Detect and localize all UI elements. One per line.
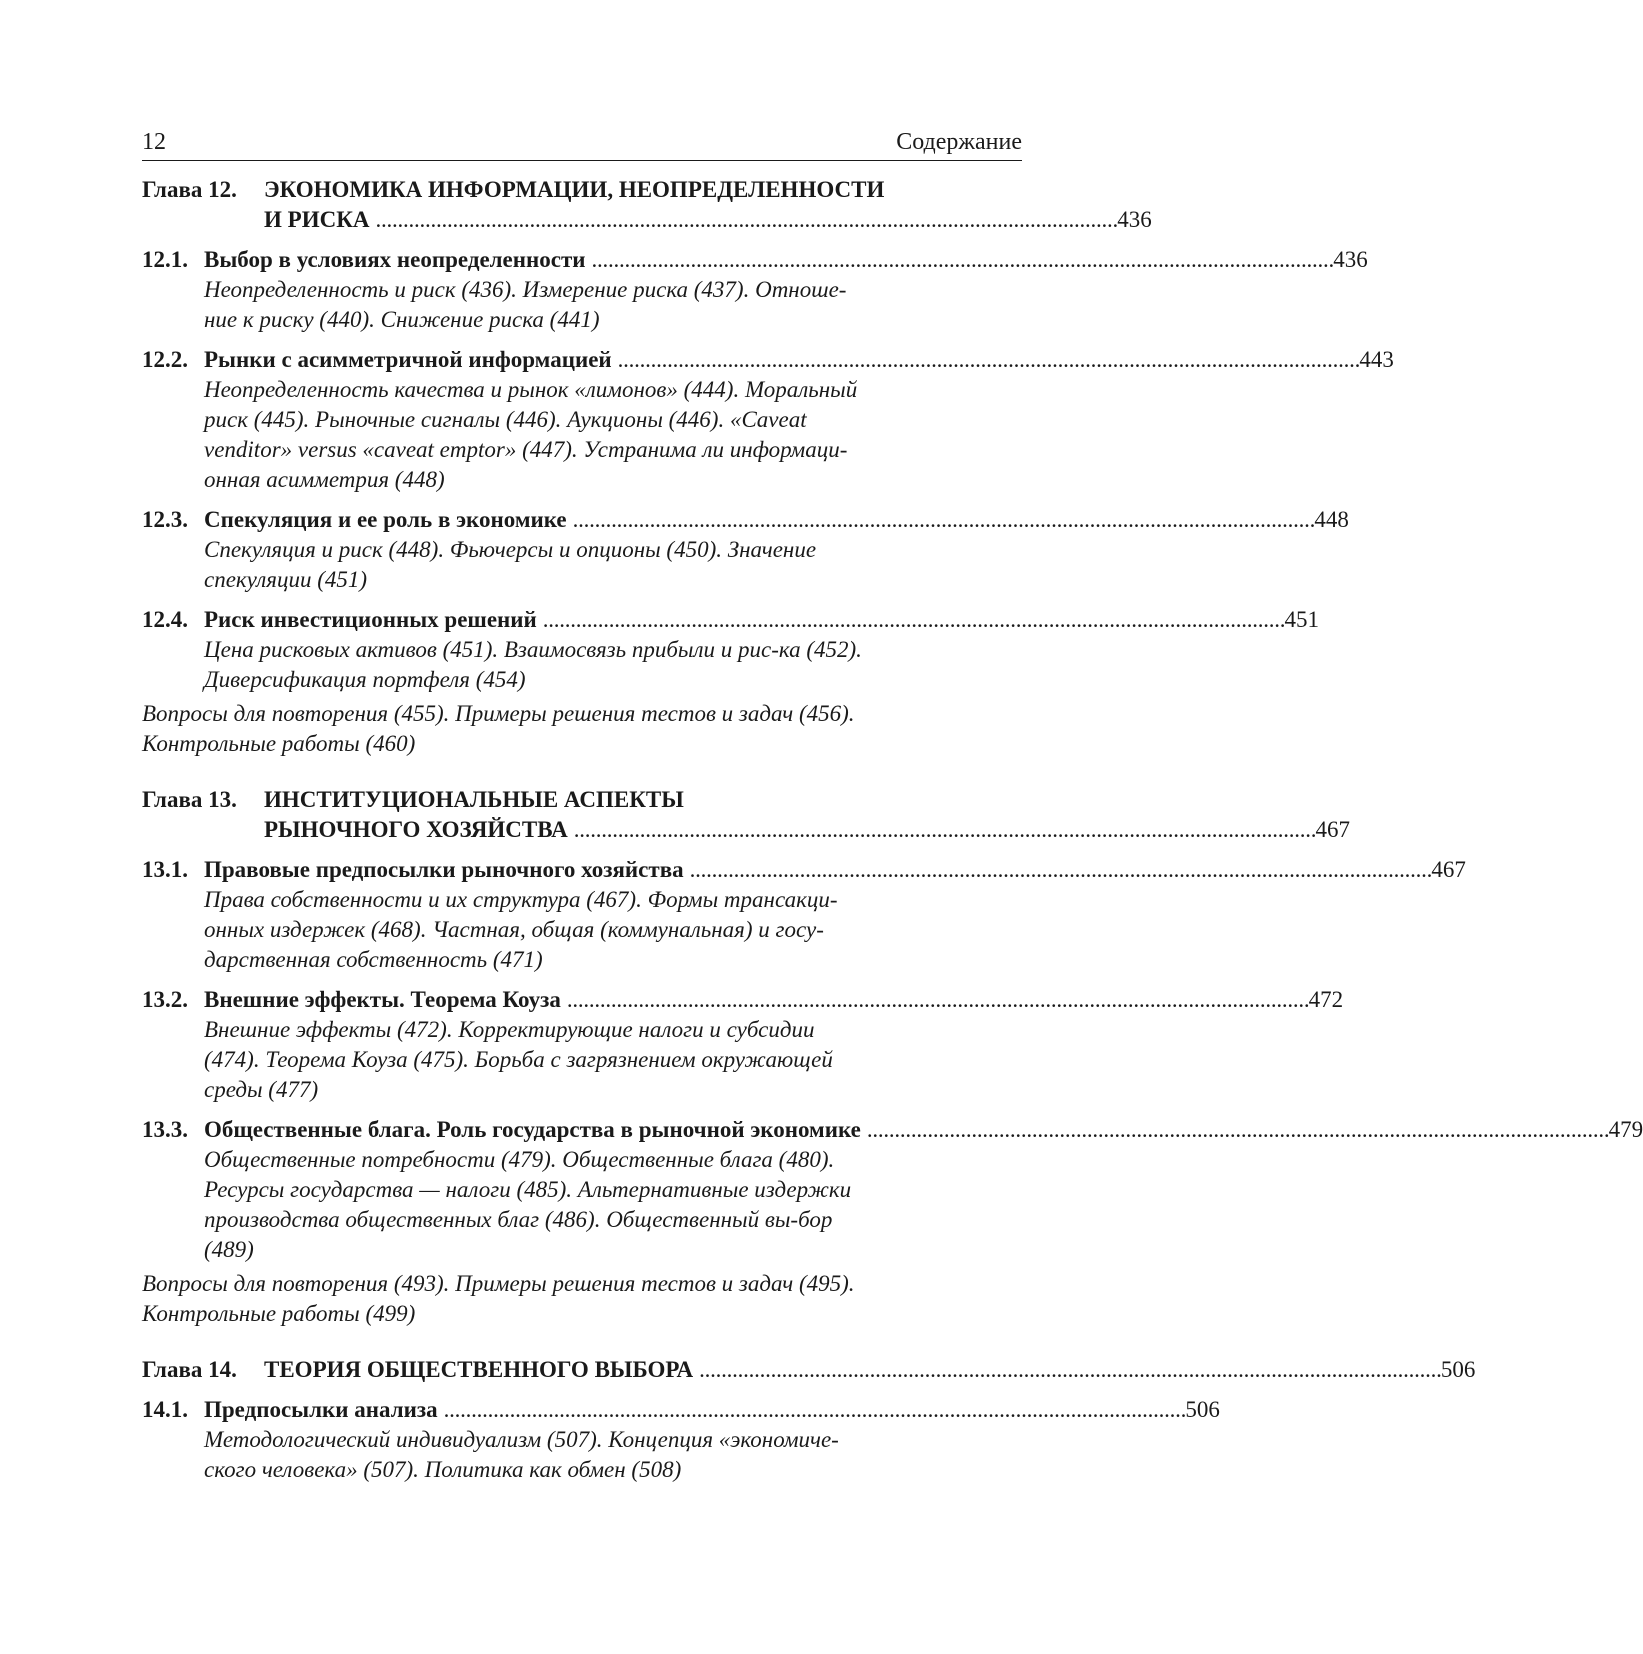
chapter-12 <box>142 175 1394 759</box>
chapter-title-line2: И РИСКА <box>264 207 370 232</box>
section-page: 467 <box>1431 857 1466 882</box>
section-number: 13.3. <box>142 1117 188 1142</box>
section-page: 443 <box>1359 347 1394 372</box>
dot-leader <box>690 855 1430 885</box>
dot-leader <box>573 505 1313 535</box>
chapter-title-line1: ЭКОНОМИКА ИНФОРМАЦИИ, НЕОПРЕДЕЛЕННОСТИ <box>264 177 885 202</box>
dot-leader <box>592 245 1332 275</box>
chapter-label: Глава 14. <box>142 1357 237 1382</box>
dot-leader <box>618 345 1358 375</box>
section-number: 12.4. <box>142 607 188 632</box>
dot-leader <box>867 1115 1607 1145</box>
section-12-4 <box>142 605 1320 695</box>
section-description: Неопределенность качества и рынок «лимонов» (444). Моральный риск (445). Рыночные сигналы (446). Аукционы (446). «Caveat venditor» versus «caveat emptor» (447). Устранима ли информаци-онная асимметрия (448) <box>204 377 858 492</box>
chapter-heading <box>142 175 1152 235</box>
section-page: 451 <box>1284 607 1320 632</box>
page-number: 12 <box>142 129 166 155</box>
section-description: Цена рисковых активов (451). Взаимосвязь прибыли и рис-ка (452). Диверсификация портфеля (454) <box>204 637 862 692</box>
dot-leader <box>375 205 1115 235</box>
review-questions: Вопросы для повторения (455). Примеры решения тестов и задач (456). Контрольные работы (460) <box>142 701 855 756</box>
section-13-1 <box>142 855 1466 975</box>
section-title: Правовые предпосылки рыночного хозяйства <box>204 857 684 882</box>
section-title: Общественные блага. Роль государства в рыночной экономике <box>204 1117 861 1142</box>
chapter-page: 506 <box>1440 1357 1476 1382</box>
chapter-heading <box>142 785 1351 845</box>
section-description: Общественные потребности (479). Общественные блага (480). Ресурсы государства — налоги (485). Альтернативные издержки производства общественных благ (486). Общественный вы-бор (489) <box>204 1147 852 1262</box>
chapter-label: Глава 13. <box>142 787 237 812</box>
section-number: 12.2. <box>142 347 188 372</box>
dot-leader <box>444 1395 1184 1425</box>
section-title: Выбор в условиях неопределенности <box>204 247 586 272</box>
section-page: 436 <box>1333 247 1368 272</box>
section-description: Методологический индивидуализм (507). Концепция «экономиче-ского человека» (507). Политика как обмен (508) <box>204 1427 839 1482</box>
section-page: 479 <box>1608 1117 1643 1142</box>
chapter-title-line1: ИНСТИТУЦИОНАЛЬНЫЕ АСПЕКТЫ <box>264 787 684 812</box>
section-title: Риск инвестиционных решений <box>204 607 537 632</box>
chapter-13 <box>142 785 1643 1329</box>
chapter-14 <box>142 1355 1476 1485</box>
chapter-title-line1: ТЕОРИЯ ОБЩЕСТВЕННОГО ВЫБОРА <box>264 1357 694 1382</box>
section-14-1 <box>142 1395 1220 1485</box>
section-description: Внешние эффекты (472). Корректирующие налоги и субсидии (474). Теорема Коуза (475). Борьба с загрязнением окружающей среды (477) <box>204 1017 833 1102</box>
chapter-heading <box>142 1355 1476 1385</box>
section-number: 14.1. <box>142 1397 188 1422</box>
section-number: 13.2. <box>142 987 188 1012</box>
section-title: Внешние эффекты. Теорема Коуза <box>204 987 561 1012</box>
section-title: Рынки с асимметричной информацией <box>204 347 612 372</box>
page-content <box>142 128 1643 1511</box>
dot-leader <box>543 605 1283 635</box>
section-title: Спекуляция и ее роль в экономике <box>204 507 567 532</box>
section-12-3 <box>142 505 1349 595</box>
section-12-2 <box>142 345 1394 495</box>
running-head <box>142 128 1022 161</box>
dot-leader <box>574 815 1314 845</box>
section-page: 472 <box>1308 987 1344 1012</box>
section-page: 448 <box>1314 507 1349 532</box>
chapter-page: 467 <box>1315 817 1351 842</box>
chapter-page: 436 <box>1117 207 1152 232</box>
section-page: 506 <box>1185 1397 1220 1422</box>
section-description: Спекуляция и риск (448). Фьючерсы и опционы (450). Значение спекуляции (451) <box>204 537 817 592</box>
section-13-3 <box>142 1115 1643 1265</box>
section-description: Неопределенность и риск (436). Измерение риска (437). Отноше-ние к риску (440). Снижение риска (441) <box>204 277 847 332</box>
section-number: 12.1. <box>142 247 188 272</box>
section-number: 12.3. <box>142 507 188 532</box>
section-title: Предпосылки анализа <box>204 1397 438 1422</box>
table-of-contents <box>142 175 1643 1485</box>
dot-leader <box>567 985 1307 1015</box>
chapter-title-line2: РЫНОЧНОГО ХОЗЯЙСТВА <box>264 817 568 842</box>
section-13-2 <box>142 985 1344 1105</box>
section-description: Права собственности и их структура (467). Формы трансакци-онных издержек (468). Частная, общая (коммунальная) и госу-дарственная собственность (471) <box>204 887 838 972</box>
chapter-label: Глава 12. <box>142 177 237 202</box>
running-title: Содержание <box>896 129 1022 155</box>
dot-leader <box>699 1355 1439 1385</box>
section-number: 13.1. <box>142 857 188 882</box>
review-questions: Вопросы для повторения (493). Примеры решения тестов и задач (495). Контрольные работы (499) <box>142 1271 855 1326</box>
section-12-1 <box>142 245 1368 335</box>
